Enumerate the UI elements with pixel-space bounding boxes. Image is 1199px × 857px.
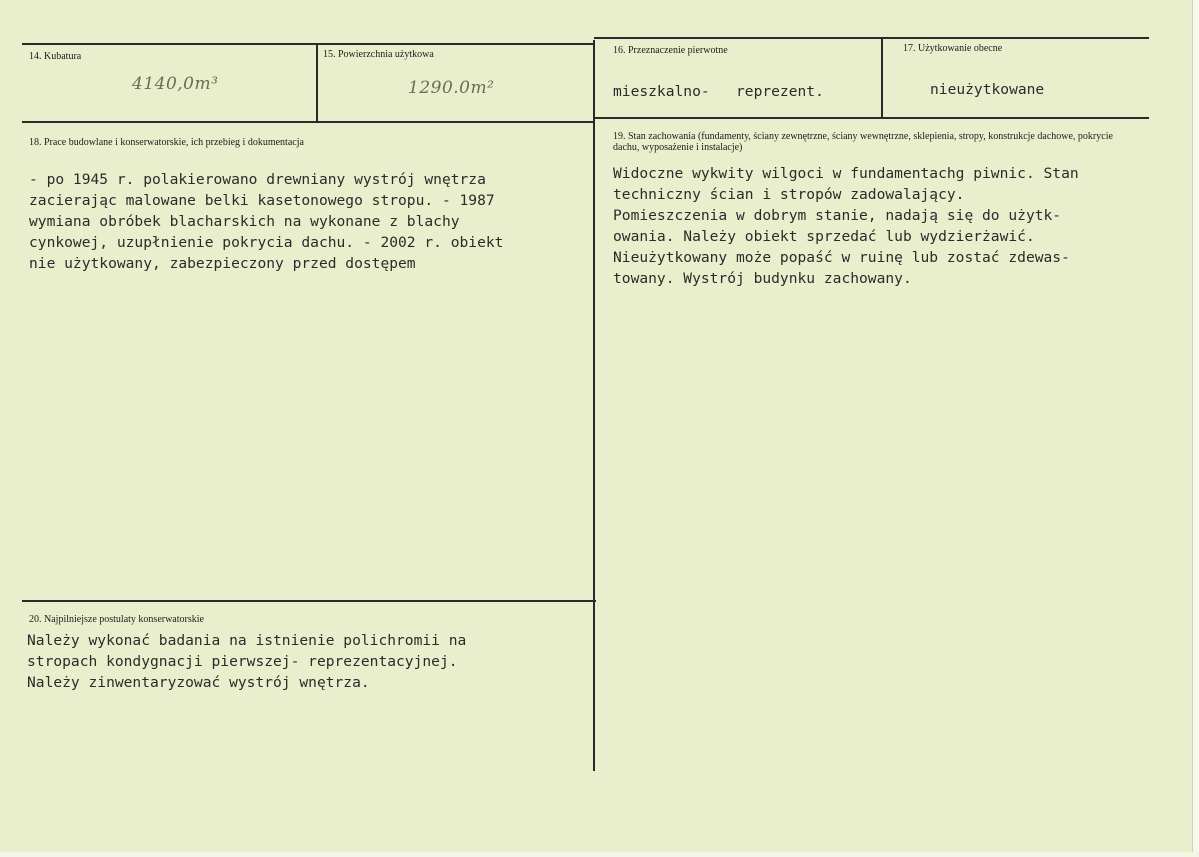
field19-label: 19. Stan zachowania (fundamenty, ściany zewnętrzne, ściany wewnętrzne, sklepienia, stropy, konstrukcje dachowe, pokrycie dachu, wyposażenie i instalacje) — [613, 131, 1113, 153]
top-rule-left — [22, 43, 594, 45]
field14-handwritten-value: 4140,0m³ — [132, 74, 219, 94]
row1-bottom-rule-left — [22, 121, 594, 123]
center-divider — [593, 40, 595, 771]
field15-handwritten-value: 1290.0m² — [408, 78, 495, 98]
paper-right-edge — [1192, 0, 1199, 857]
field15-label: 15. Powierzchnia użytkowa — [323, 49, 434, 60]
field18-line: - po 1945 r. polakierowano drewniany wystrój wnętrza — [29, 171, 486, 188]
field19-line: owania. Należy obiekt sprzedać lub wydzierżawić. — [613, 228, 1035, 245]
field16-value: mieszkalno- reprezent. — [613, 83, 824, 100]
field19-line: towany. Wystrój budynku zachowany. — [613, 270, 912, 287]
field20-line: stropach kondygnacji pierwszej- reprezentacyjnej. — [27, 653, 458, 670]
field16-label: 16. Przeznaczenie pierwotne — [613, 45, 728, 56]
field19-line: Nieużytkowany może popaść w ruinę lub zostać zdewas- — [613, 249, 1070, 266]
field14-label: 14. Kubatura — [29, 51, 82, 62]
row1-bottom-rule-right — [594, 117, 1149, 119]
field20-top-rule — [22, 600, 596, 602]
divider-16-17 — [881, 38, 883, 118]
field18-line: zacierając malowane belki kasetonowego stropu. - 1987 — [29, 192, 495, 209]
field19-line: techniczny ścian i stropów zadowalający. — [613, 186, 965, 203]
field17-value: nieużytkowane — [930, 81, 1045, 98]
field19-line: Pomieszczenia w dobrym stanie, nadają się do użytk- — [613, 207, 1062, 224]
field18-line: cynkowej, uzupłnienie pokrycia dachu. - 2002 r. obiekt — [29, 234, 504, 251]
top-rule-right — [594, 37, 1149, 39]
field20-line: Należy wykonać badania na istnienie polichromii na — [27, 632, 467, 649]
field20-label: 20. Najpilniejsze postulaty konserwatorskie — [29, 614, 204, 625]
field19-line: Widoczne wykwity wilgoci w fundamentachg piwnic. Stan — [613, 165, 1079, 182]
field20-line: Należy zinwentaryzować wystrój wnętrza. — [27, 674, 370, 691]
divider-14-15 — [316, 44, 318, 122]
paper-bottom-edge — [0, 852, 1199, 857]
field18-line: wymiana obróbek blacharskich na wykonane z blachy — [29, 213, 460, 230]
field18-line: nie użytkowany, zabezpieczony przed dostępem — [29, 255, 416, 272]
field18-label: 18. Prace budowlane i konserwatorskie, ich przebieg i dokumentacja — [29, 137, 304, 148]
field17-label: 17. Użytkowanie obecne — [903, 43, 1003, 54]
